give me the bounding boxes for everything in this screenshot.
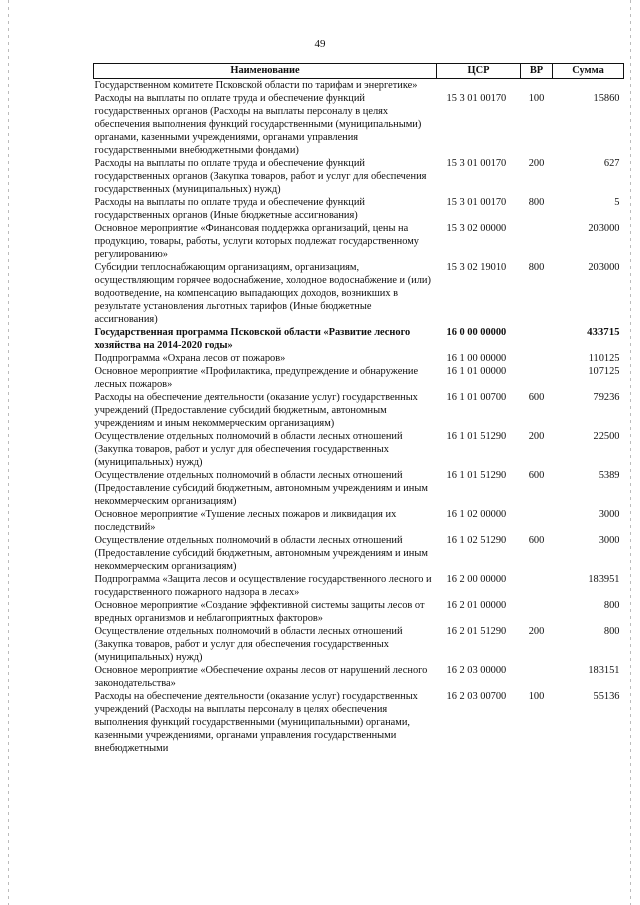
- row-csr-cell: 15 3 01 00170: [446, 197, 507, 208]
- row-sum-cell: 3000: [598, 535, 620, 546]
- row-sum-cell: 3000: [598, 509, 620, 520]
- row-name-cell: Расходы на выплаты по оплате труда и обеспечение функций государственных органов (Расходы на выплаты персоналу в целях обеспечения выполнения функций государственными (муниципальными) органами, казенными учреждениями, органами управления государственными внебюджетными фондами): [94, 93, 422, 156]
- row-sum-cell: 433715: [587, 326, 620, 338]
- row-vr-cell: [521, 508, 553, 534]
- table-row: [94, 599, 624, 625]
- table-row: [94, 534, 624, 573]
- row-csr-cell: 16 2 03 00000: [446, 665, 507, 676]
- row-csr-cell: 16 2 03 00700: [446, 691, 507, 702]
- row-name-cell: Расходы на обеспечение деятельности (оказание услуг) государственных учреждений (Предоставление субсидий бюджетным, автономным учреждениям и иным некоммерческим организациям): [94, 392, 418, 429]
- row-vr-cell: 100: [528, 93, 545, 104]
- row-name-cell: Расходы на обеспечение деятельности (оказание услуг) государственных учреждений (Расходы на выплаты персоналу в целях обеспечения выполнения функций государственными (муниципальными) органами, казенными учреждениями, органами управления государственными внебюджетными: [94, 691, 418, 754]
- table-row: [94, 326, 624, 352]
- budget-table: [93, 63, 624, 755]
- row-csr-cell: 16 1 01 51290: [446, 431, 507, 442]
- row-name-cell: Осуществление отдельных полномочий в области лесных отношений (Закупка товаров, работ и услуг для обеспечения государственных (муниципальных) нужд): [94, 626, 403, 663]
- table-row: [94, 469, 624, 508]
- table-row: [94, 365, 624, 391]
- table-row: [94, 430, 624, 469]
- row-name-cell: Осуществление отдельных полномочий в области лесных отношений (Закупка товаров, работ и услуг для обеспечения государственных (муниципальных) нужд): [94, 431, 403, 468]
- row-sum-cell: 55136: [593, 691, 620, 702]
- header-vr: ВР: [521, 64, 553, 79]
- table-row: [94, 222, 624, 261]
- row-vr-cell: [521, 573, 553, 599]
- header-name: Наименование: [94, 64, 437, 79]
- row-name-cell: Государственном комитете Псковской области по тарифам и энергетике»: [94, 80, 418, 91]
- row-csr-cell: 16 1 02 51290: [446, 535, 507, 546]
- row-vr-cell: 200: [528, 626, 545, 637]
- row-csr-cell: 16 1 01 00700: [446, 392, 507, 403]
- row-csr-cell: 16 2 01 00000: [446, 600, 507, 611]
- row-sum-cell: 5: [614, 197, 620, 208]
- row-csr-cell: 16 1 01 51290: [446, 470, 507, 481]
- table-row: [94, 625, 624, 664]
- row-name-cell: Государственная программа Псковской области «Развитие лесного хозяйства на 2014-2020 годы»: [94, 327, 411, 351]
- row-vr-cell: [521, 352, 553, 365]
- row-sum-cell: 5389: [598, 470, 620, 481]
- row-sum-cell: 15860: [593, 93, 620, 104]
- row-name-cell: Расходы на выплаты по оплате труда и обеспечение функций государственных органов (Иные бюджетные ассигнования): [94, 197, 365, 221]
- table-row: [94, 79, 624, 93]
- row-csr-cell: 15 3 01 00170: [446, 93, 507, 104]
- row-name-cell: Расходы на выплаты по оплате труда и обеспечение функций государственных органов (Закупка товаров, работ и услуг для обеспечения государственных (муниципальных) нужд): [94, 158, 427, 195]
- row-sum-cell: 203000: [588, 223, 620, 234]
- table-row: [94, 157, 624, 196]
- page-number: 49: [314, 38, 326, 50]
- row-name-cell: Основное мероприятие «Профилактика, предупреждение и обнаружение лесных пожаров»: [94, 366, 419, 390]
- row-sum-cell: 183151: [588, 665, 620, 676]
- row-sum-cell: 800: [603, 600, 620, 611]
- row-csr-cell: [437, 79, 521, 93]
- table-row: [94, 92, 624, 157]
- table-row: [94, 508, 624, 534]
- row-sum-cell: 107125: [588, 366, 620, 377]
- row-name-cell: Основное мероприятие «Обеспечение охраны лесов от нарушений лесного законодательства»: [94, 665, 428, 689]
- row-vr-cell: 600: [528, 470, 545, 481]
- row-sum-cell: 22500: [593, 431, 620, 442]
- row-csr-cell: 15 3 02 00000: [446, 223, 507, 234]
- row-vr-cell: 800: [528, 262, 545, 273]
- row-sum-cell: 183951: [588, 574, 620, 585]
- scan-left-edge: [8, 0, 9, 905]
- table-row: [94, 261, 624, 326]
- row-name-cell: Основное мероприятие «Создание эффективной системы защиты лесов от вредных организмов и неблагоприятных факторов»: [94, 600, 425, 624]
- table-row: [94, 690, 624, 755]
- table-row: [94, 352, 624, 365]
- row-csr-cell: 16 2 01 51290: [446, 626, 507, 637]
- row-vr-cell: 200: [528, 158, 545, 169]
- table-header-row: [94, 64, 624, 79]
- table-body: [94, 79, 624, 756]
- row-name-cell: Осуществление отдельных полномочий в области лесных отношений (Предоставление субсидий бюджетным, автономным учреждениям и иным некоммерческим организациям): [94, 535, 428, 572]
- row-csr-cell: 16 1 02 00000: [446, 509, 507, 520]
- row-csr-cell: 15 3 01 00170: [446, 158, 507, 169]
- row-name-cell: Основное мероприятие «Финансовая поддержка организаций, цены на продукцию, товары, работы, услуги которых подлежат государственному регулированию»: [94, 223, 420, 260]
- table-row: [94, 664, 624, 690]
- row-sum-cell: [553, 79, 624, 93]
- table-row: [94, 573, 624, 599]
- row-name-cell: Основное мероприятие «Тушение лесных пожаров и ликвидация их последствий»: [94, 509, 397, 533]
- row-csr-cell: 15 3 02 19010: [446, 262, 507, 273]
- row-csr-cell: 16 1 01 00000: [446, 366, 507, 377]
- row-csr-cell: 16 0 00 00000: [446, 327, 507, 338]
- table-row: [94, 391, 624, 430]
- row-sum-cell: 79236: [593, 392, 620, 403]
- header-csr: ЦСР: [437, 64, 521, 79]
- row-vr-cell: 800: [528, 197, 545, 208]
- row-vr-cell: [521, 326, 553, 352]
- row-sum-cell: 203000: [588, 262, 620, 273]
- row-name-cell: Осуществление отдельных полномочий в области лесных отношений (Предоставление субсидий бюджетным, автономным учреждениям и иным некоммерческим организациям): [94, 470, 428, 507]
- header-sum: Сумма: [553, 64, 624, 79]
- row-vr-cell: [521, 79, 553, 93]
- row-vr-cell: 600: [528, 535, 545, 546]
- row-vr-cell: 600: [528, 392, 545, 403]
- row-csr-cell: 16 2 00 00000: [446, 574, 507, 585]
- scan-right-edge: [630, 0, 631, 905]
- row-vr-cell: 200: [528, 431, 545, 442]
- table-row: [94, 196, 624, 222]
- row-vr-cell: 100: [528, 691, 545, 702]
- row-vr-cell: [521, 222, 553, 261]
- row-vr-cell: [521, 599, 553, 625]
- row-sum-cell: 800: [603, 626, 620, 637]
- row-sum-cell: 110125: [588, 353, 620, 364]
- row-csr-cell: 16 1 00 00000: [446, 353, 507, 364]
- row-vr-cell: [521, 365, 553, 391]
- row-name-cell: Подпрограмма «Охрана лесов от пожаров»: [94, 353, 286, 364]
- row-name-cell: Подпрограмма «Защита лесов и осуществление государственного лесного и государственного пожарного надзора в лесах»: [94, 574, 432, 598]
- row-sum-cell: 627: [603, 158, 620, 169]
- row-name-cell: Субсидии теплоснабжающим организациям, организациям, осуществляющим горячее водоснабжение, холодное водоснабжение и (или) водоотведение, на компенсацию выпадающих доходов, возникших в результате установления льготных тарифов (Иные бюджетные ассигнования): [94, 262, 431, 325]
- row-vr-cell: [521, 664, 553, 690]
